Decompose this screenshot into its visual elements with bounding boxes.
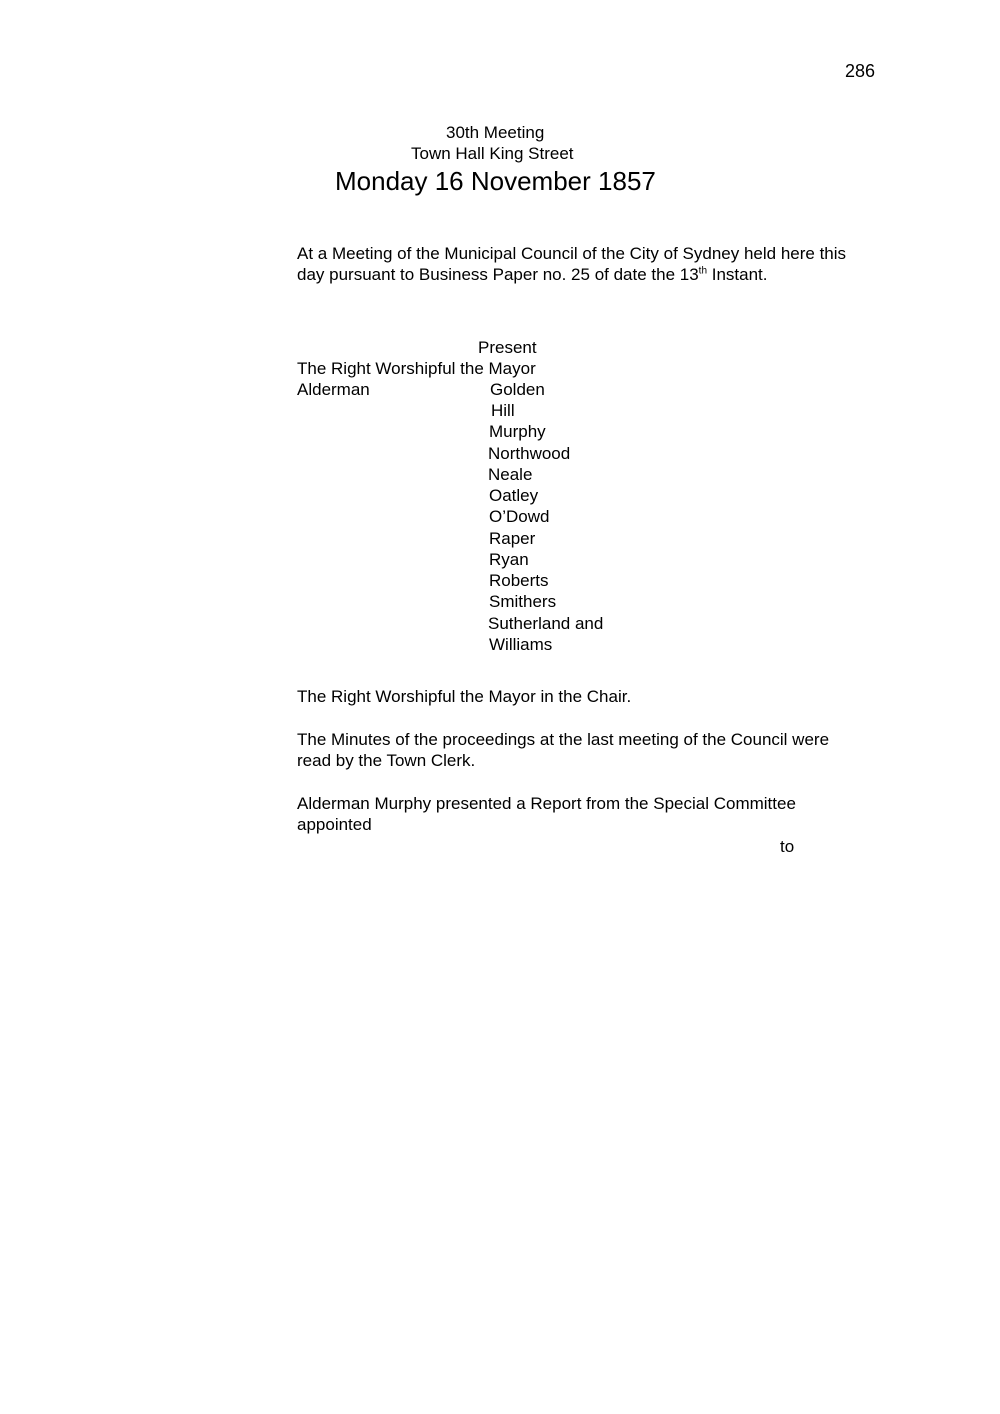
meeting-number: 30th Meeting <box>446 123 545 142</box>
alderman-name: Williams <box>489 635 553 654</box>
alderman-name: Sutherland and <box>488 614 604 633</box>
chair-statement: The Right Worshipful the Mayor in the Chair. <box>297 687 632 706</box>
intro-line-1: At a Meeting of the Municipal Council of the City of Sydney held here this <box>297 244 847 263</box>
alderman-name: O’Dowd <box>489 507 550 526</box>
minutes-line-1: The Minutes of the proceedings at the last meeting of the Council were <box>297 730 830 749</box>
alderman-name: Ryan <box>489 550 529 569</box>
alderman-name: Hill <box>491 401 515 420</box>
intro-line-2-text: day pursuant to Business Paper no. 25 of date the 13 <box>297 265 699 284</box>
minutes-line-2: read by the Town Clerk. <box>297 751 476 770</box>
mayor-attendance: The Right Worshipful the Mayor <box>297 359 536 378</box>
alderman-name: Oatley <box>489 486 539 505</box>
alderman-name: Neale <box>488 465 533 484</box>
alderman-name: Roberts <box>489 571 549 590</box>
alderman-name: Smithers <box>489 592 557 611</box>
alderman-name: Golden <box>490 380 545 399</box>
alderman-label: Alderman <box>297 380 370 399</box>
report-line-2: appointed <box>297 815 372 834</box>
intro-line-2 <box>297 264 768 285</box>
alderman-name: Raper <box>489 529 536 548</box>
present-heading: Present <box>478 338 537 357</box>
catchword: to <box>780 837 795 856</box>
meeting-venue: Town Hall King Street <box>411 144 574 163</box>
meeting-date-heading: Monday 16 November 1857 <box>335 166 656 196</box>
intro-line-2-end: Instant. <box>707 265 768 284</box>
alderman-name: Murphy <box>489 422 546 441</box>
report-line-1: Alderman Murphy presented a Report from the Special Committee <box>297 794 796 813</box>
alderman-name: Northwood <box>488 444 571 463</box>
page-number: 286 <box>845 61 876 81</box>
ordinal-suffix: th <box>698 265 708 277</box>
